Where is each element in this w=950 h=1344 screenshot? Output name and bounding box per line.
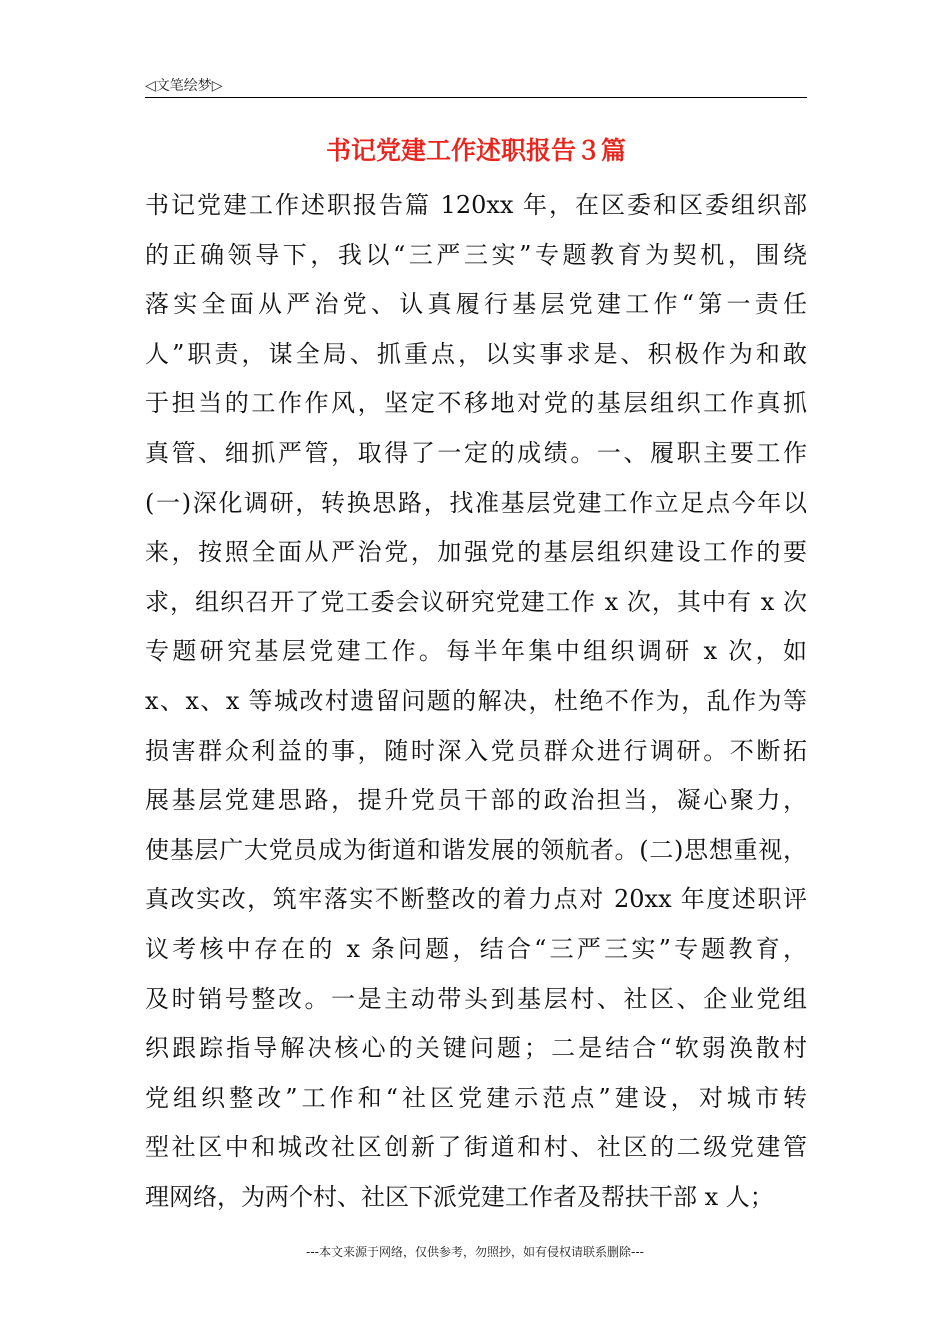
body-line: 求，组织召开了党工委会议研究党建工作 x 次，其中有 x 次 [145, 587, 807, 616]
body-line: 型社区中和城改社区创新了街道和村、社区的二级党建管 [145, 1133, 807, 1162]
body-line: 织跟踪指导解决核心的关键问题；二是结合“软弱涣散村 [145, 1034, 807, 1063]
body-line: 展基层党建思路，提升党员干部的政治担当，凝心聚力， [145, 786, 807, 815]
body-line: 真改实改，筑牢落实不断整改的着力点对 20xx 年度述职评 [145, 885, 807, 914]
body-line: 真管、细抓严管，取得了一定的成绩。一、履职主要工作 [145, 438, 807, 467]
body-line: 书记党建工作述职报告篇 120xx 年，在区委和区委组织部 [145, 191, 807, 219]
body-line: 理网络，为两个村、社区下派党建工作者及帮扶干部 x 人； [145, 1182, 774, 1211]
body-line: 落实全面从严治党、认真履行基层党建工作“第一责任 [145, 290, 807, 319]
body-line: 损害群众利益的事，随时深入党员群众进行调研。不断拓 [145, 736, 807, 765]
header-divider [145, 97, 807, 98]
header-brand: ◁文笔绘梦▷ [145, 78, 223, 94]
body-line: x、x、x 等城改村遗留问题的解决，杜绝不作为，乱作为等 [145, 686, 807, 715]
body-line: 及时销号整改。一是主动带头到基层村、社区、企业党组 [145, 984, 807, 1013]
document-body [145, 181, 807, 1222]
body-line: 专题研究基层党建工作。每半年集中组织调研 x 次，如 [145, 637, 807, 666]
body-line: 人”职责，谋全局、抓重点，以实事求是、积极作为和敢 [145, 339, 807, 368]
body-line: 来，按照全面从严治党，加强党的基层组织建设工作的要 [145, 538, 807, 567]
body-line: 使基层广大党员成为街道和谐发展的领航者。(二)思想重视， [145, 835, 807, 864]
body-line: 的正确领导下，我以“三严三实”专题教育为契机，围绕 [145, 240, 807, 269]
body-line: 议考核中存在的 x 条问题，结合“三严三实”专题教育， [145, 934, 807, 963]
document-title: 书记党建工作述职报告３篇 [325, 136, 626, 165]
body-line: (一)深化调研，转换思路，找准基层党建工作立足点今年以 [145, 488, 807, 517]
body-line: 党组织整改”工作和“社区党建示范点”建设，对城市转 [145, 1083, 807, 1112]
body-line: 于担当的工作作风，坚定不移地对党的基层组织工作真抓 [145, 389, 807, 418]
footer-disclaimer: ---本文来源于网络，仅供参考，勿照抄，如有侵权请联系删除--- [306, 1245, 644, 1259]
